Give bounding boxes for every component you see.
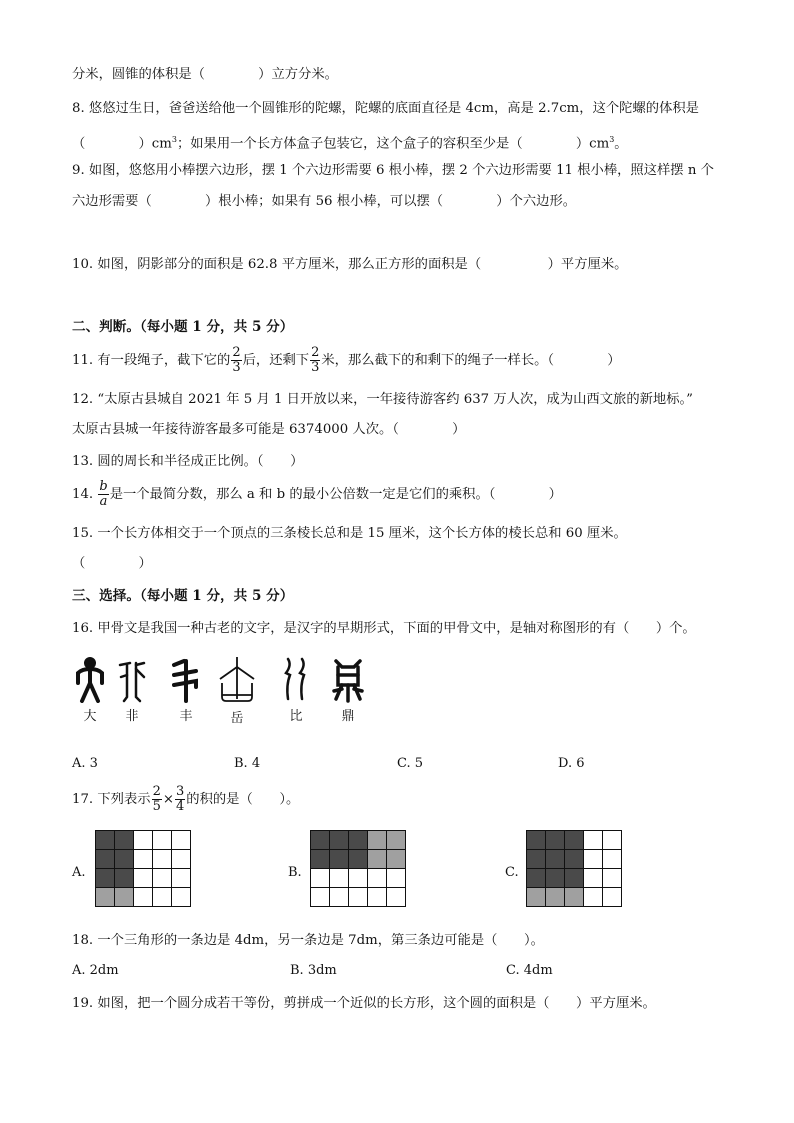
oracle-feng-glyph-icon: [170, 655, 202, 703]
fraction-2-3: [231, 346, 241, 375]
q16-option-d[interactable]: D. 6: [558, 756, 585, 771]
oracle-char-fei: [116, 655, 148, 724]
q17-option-c-label[interactable]: C.: [505, 865, 519, 880]
oracle-char-feng: [170, 655, 202, 724]
section-2-heading: 二、判断。（每小题 1 分，共 5 分）: [72, 319, 294, 335]
q18-option-b[interactable]: B. 3dm: [290, 963, 337, 978]
question-13: 13. 圆的周长和半径成正比例。（ ）: [72, 454, 304, 469]
question-15-line-2: （ ）: [72, 556, 152, 571]
fraction-2-3: [310, 346, 320, 375]
numerator: 2: [232, 345, 241, 360]
q14-text: 是一个最简分数，那么 a 和 b 的最小公倍数一定是它们的乘积。（ ）: [109, 487, 562, 502]
q16-option-c[interactable]: C. 5: [397, 756, 424, 771]
question-8-line-1: 8. 悠悠过生日，爸爸送给他一个圆锥形的陀螺，陀螺的底面直径是 4cm，高是 2.7cm，这个陀螺的体积是: [72, 101, 699, 116]
oracle-char-bi: [278, 655, 314, 724]
fraction-b-a: [98, 480, 108, 509]
oracle-label: 非: [125, 709, 139, 724]
question-10: 10. 如图，阴影部分的面积是 62.8 平方厘米，那么正方形的面积是（ ）平方厘米。: [72, 257, 628, 272]
q17-text-1: 17. 下列表示: [72, 792, 151, 807]
question-8-line-2: [72, 131, 628, 153]
oracle-fei-glyph-icon: [116, 655, 148, 703]
denominator: 4: [176, 799, 185, 814]
question-18: 18. 一个三角形的一条边是 4dm，另一条边是 7dm，第三条边可能是（ ）。: [72, 933, 544, 948]
superscript-3: 3: [609, 135, 615, 144]
q17-option-a-grid[interactable]: [95, 830, 191, 907]
q18-option-a[interactable]: A. 2dm: [72, 963, 119, 978]
question-11: [72, 346, 621, 375]
q14-number: 14.: [72, 487, 98, 502]
numerator: 3: [176, 784, 185, 799]
q8-blank-volume: （ ）cm: [72, 136, 172, 152]
oracle-label: 鼎: [341, 709, 355, 724]
question-17: [72, 785, 299, 814]
question-16: 16. 甲骨文是我国一种古老的文字，是汉字的早期形式，下面的甲骨文中，是轴对称图形的有（ ）个。: [72, 621, 696, 636]
q11-text-3: 米，那么截下的和剩下的绳子一样长。（ ）: [321, 353, 621, 368]
q17-text-2: 的积的是（ ）。: [186, 792, 300, 807]
denominator: 5: [152, 799, 161, 814]
q8-blank-box-text: ；如果用一个长方体盒子包装它，这个盒子的容积至少是（ ）cm: [176, 136, 610, 152]
times-sign: ×: [162, 792, 174, 807]
oracle-char-da: [74, 655, 106, 724]
fraction-2-5: [152, 785, 162, 814]
oracle-char-ding: [330, 655, 366, 724]
question-12-line-2: 太原古县城一年接待游客最多可能是 6374000 人次。（ ）: [72, 422, 466, 437]
oracle-label: 岳: [230, 711, 244, 726]
oracle-char-yue: [216, 655, 258, 726]
oracle-label: 大: [83, 709, 97, 724]
q16-option-a[interactable]: A. 3: [72, 756, 98, 771]
denominator: 3: [232, 360, 241, 375]
q17-option-b-grid[interactable]: [310, 830, 406, 907]
q17-option-b-label[interactable]: B.: [288, 865, 302, 880]
q18-option-c[interactable]: C. 4dm: [506, 963, 553, 978]
q11-text-2: 后，还剩下: [242, 353, 310, 368]
oracle-label: 丰: [179, 709, 193, 724]
numerator: b: [99, 479, 108, 494]
q16-option-b[interactable]: B. 4: [234, 756, 261, 771]
section-3-heading: 三、选择。（每小题 1 分，共 5 分）: [72, 588, 294, 604]
oracle-ding-glyph-icon: [330, 655, 366, 703]
superscript-3: 3: [171, 135, 177, 144]
denominator: a: [99, 494, 108, 509]
q11-text-1: 11. 有一段绳子，截下它的: [72, 353, 231, 368]
question-9-line-2: 六边形需要（ ）根小棒；如果有 56 根小棒，可以摆（ ）个六边形。: [72, 194, 577, 209]
q7-continuation: 分米，圆锥的体积是（ ）立方分米。: [72, 67, 338, 82]
oracle-da-glyph-icon: [74, 655, 106, 703]
question-19: 19. 如图，把一个圆分成若干等份，剪拼成一个近似的长方形，这个圆的面积是（ ）平方厘米。: [72, 996, 656, 1011]
oracle-label: 比: [289, 709, 303, 724]
question-14: [72, 480, 562, 509]
period: 。: [614, 136, 628, 152]
q17-option-a-label[interactable]: A.: [72, 865, 86, 880]
fraction-3-4: [175, 785, 185, 814]
question-15-line-1: 15. 一个长方体相交于一个顶点的三条棱长总和是 15 厘米，这个长方体的棱长总和 60 厘米。: [72, 526, 627, 541]
question-12-line-1: 12. “太原古县城自 2021 年 5 月 1 日开放以来，一年接待游客约 637 万人次，成为山西文旅的新地标。”: [72, 392, 693, 407]
numerator: 2: [311, 345, 320, 360]
oracle-yue-glyph-icon: [216, 655, 258, 705]
denominator: 3: [311, 360, 320, 375]
oracle-bi-glyph-icon: [278, 655, 314, 703]
q17-option-c-grid[interactable]: [526, 830, 622, 907]
question-9-line-1: 9. 如图，悠悠用小棒摆六边形，摆 1 个六边形需要 6 根小棒，摆 2 个六边形需要 11 根小棒，照这样摆 n 个: [72, 163, 714, 178]
numerator: 2: [152, 784, 161, 799]
